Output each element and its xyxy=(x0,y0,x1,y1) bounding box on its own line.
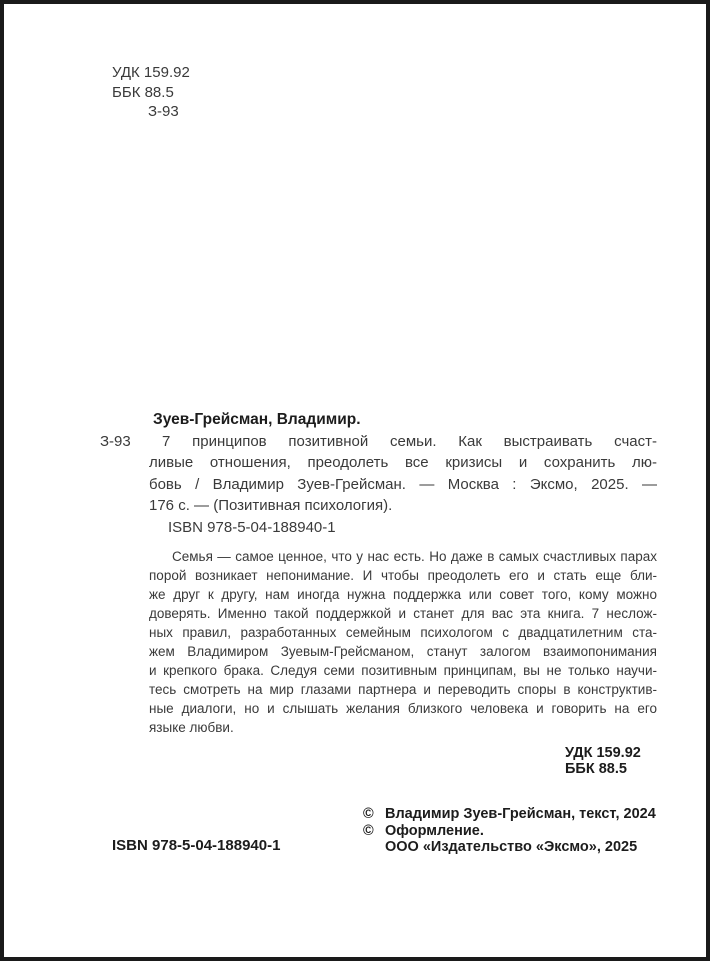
copyright-block xyxy=(363,806,656,856)
author-heading: Зуев-Грейсман, Владимир. xyxy=(153,411,361,428)
copyright-symbol: © xyxy=(363,822,374,839)
copyright-line xyxy=(363,806,656,823)
annotation-line: тесь смотреть на мир глазами партнера и переводить споры в конструктив- xyxy=(149,682,657,697)
catalog-entry-block xyxy=(100,409,657,538)
annotation-line: же друг к другу, нам иногда нужна поддержка или совет того, кому можно xyxy=(149,587,657,602)
bottom-classification-block xyxy=(565,745,641,777)
bbk-code: ББК 88.5 xyxy=(112,83,174,101)
annotation-line: и крепкого брака. Следуя семи позитивным принципам, вы не только научи- xyxy=(149,663,657,678)
annotation-line: жем Владимиром Зуевым-Грейсманом, станут залогом взаимопонимания xyxy=(149,644,657,659)
udk-code-bottom: УДК 159.92 xyxy=(565,745,641,761)
annotation-line: ные диалоги, но и слышать желания близкого человека и говорить на его xyxy=(149,701,657,716)
annotation-line: доверять. Именно такой поддержкой и станет для вас эта книга. 7 неслож- xyxy=(149,606,657,621)
copyright-line xyxy=(363,823,656,840)
annotation-line: ных правил, разработанных семейным психологом с двадцатилетним ста- xyxy=(149,625,657,640)
author-sign-code: З-93 xyxy=(148,103,179,120)
annotation-block xyxy=(149,547,657,737)
udk-code: УДК 159.92 xyxy=(112,64,190,81)
catalog-entry-line: ливые отношения, преодолеть все кризисы и сохранить лю- xyxy=(149,454,657,471)
publisher-line: ООО «Издательство «Эксмо», 2025 xyxy=(385,839,638,855)
isbn-midpage: ISBN 978-5-04-188940-1 xyxy=(168,518,336,536)
copyright-author-text: Владимир Зуев-Грейсман, текст, 2024 xyxy=(385,806,656,822)
annotation-line: порой возникает непонимание. И чтобы преодолеть его и стать еще бли- xyxy=(149,568,657,583)
catalog-entry-line: бовь / Владимир Зуев-Грейсман. — Москва : Эксмо, 2025. — xyxy=(149,475,657,493)
annotation-line: Семья — самое ценное, что у нас есть. Но даже в самых счастливых парах xyxy=(172,549,657,564)
copyright-design-text: Оформление. xyxy=(385,822,484,839)
bbk-code-bottom: ББК 88.5 xyxy=(565,761,627,777)
top-classification-block xyxy=(112,63,190,122)
catalog-entry-line: 7 принципов позитивной семьи. Как выстраивать счаст- xyxy=(162,432,657,450)
entry-author-code: З-93 xyxy=(100,432,131,450)
isbn-bottom: ISBN 978-5-04-188940-1 xyxy=(112,837,281,854)
copyright-symbol: © xyxy=(363,806,374,822)
catalog-entry-line: 176 с. — (Позитивная психология). xyxy=(149,497,393,514)
annotation-line: языке любви. xyxy=(149,720,234,735)
